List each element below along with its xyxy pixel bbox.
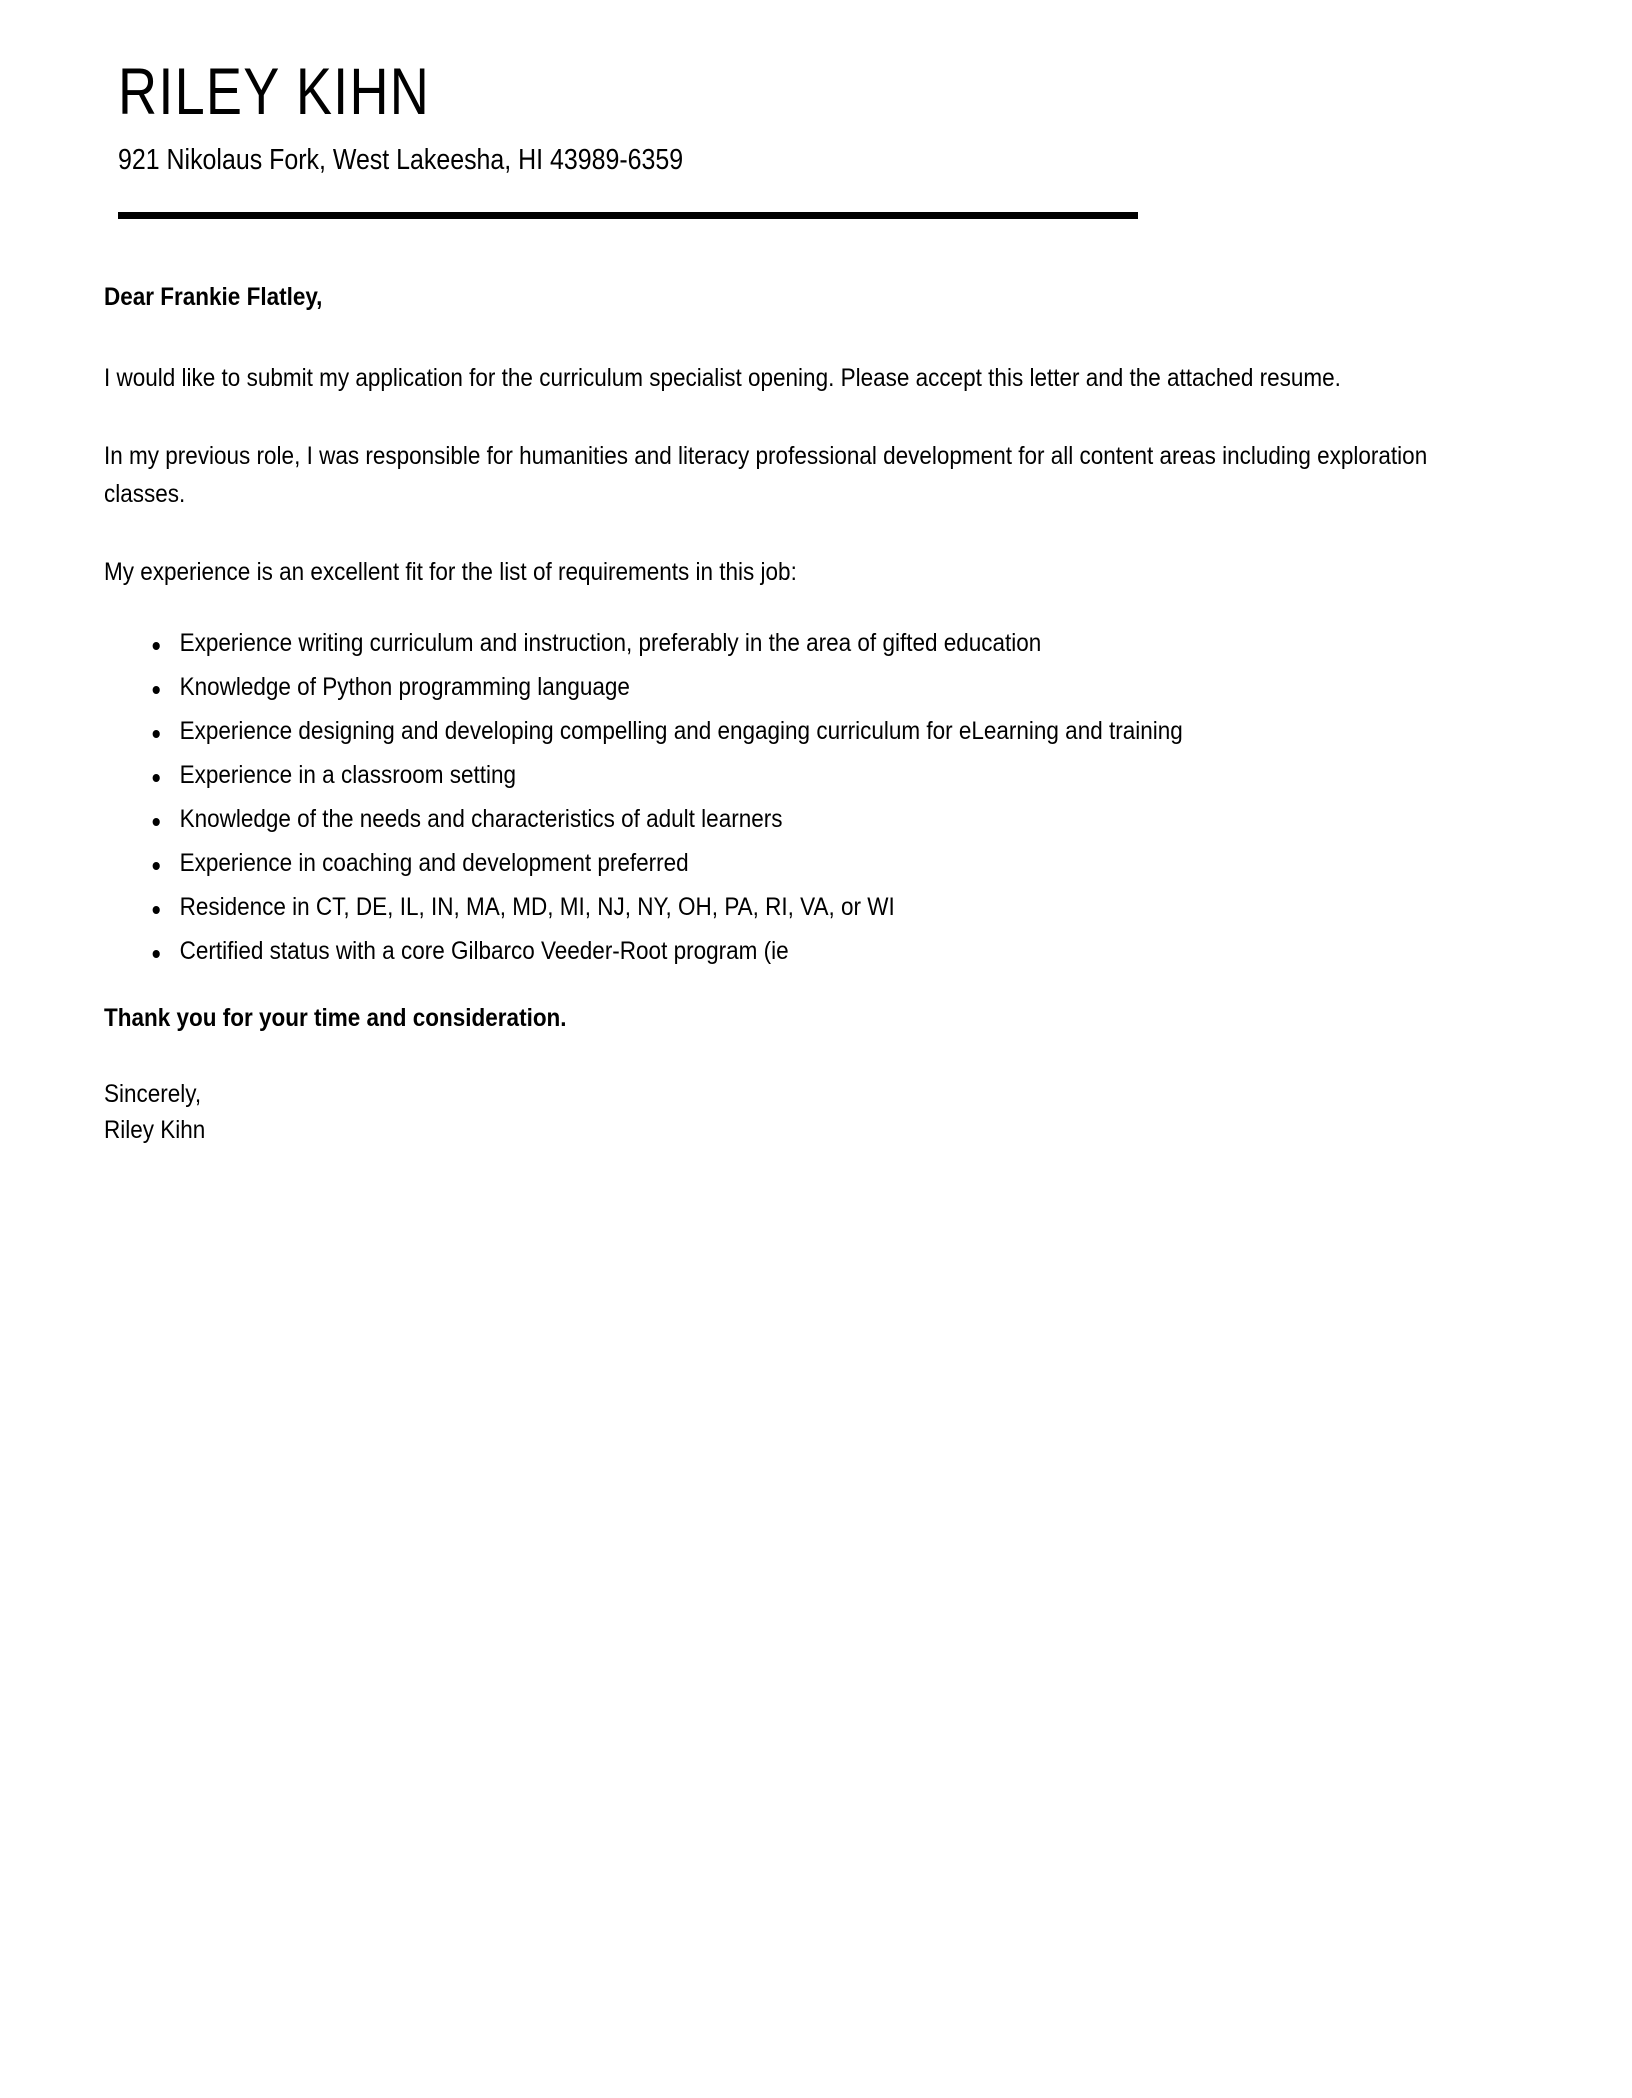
closing-thanks: Thank you for your time and consideration. <box>104 1004 567 1032</box>
list-item: Residence in CT, DE, IL, IN, MA, MD, MI, NJ, NY, OH, PA, RI, VA, or WI <box>142 895 1549 920</box>
letter-body <box>0 219 1632 1148</box>
signoff: Sincerely, <box>104 1079 202 1108</box>
header-divider-rule <box>118 212 1138 219</box>
salutation: Dear Frankie Flatley, <box>104 283 323 312</box>
body-paragraph-2: In my previous role, I was responsible for humanities and literacy professional development for all content areas including exploration classes. <box>104 442 1428 508</box>
list-item: Knowledge of the needs and characteristics of adult learners <box>142 807 1549 832</box>
list-item: Experience in a classroom setting <box>142 763 1549 788</box>
signature-block <box>104 1076 1371 1149</box>
applicant-address: 921 Nikolaus Fork, West Lakeesha, HI 43989-6359 <box>118 144 684 176</box>
applicant-name: RILEY KIHN <box>118 54 431 128</box>
list-item: Experience in coaching and development preferred <box>142 851 1549 876</box>
list-item: Knowledge of Python programming language <box>142 675 1549 700</box>
letter-header <box>0 0 1632 219</box>
signature-name: Riley Kihn <box>104 1116 206 1144</box>
body-paragraph-1: I would like to submit my application for the curriculum specialist opening. Please accept this letter and the attached resume. <box>104 364 1341 392</box>
requirements-list <box>104 631 1548 964</box>
body-paragraph-3: My experience is an excellent fit for the list of requirements in this job: <box>104 558 797 586</box>
list-item: Experience designing and developing compelling and engaging curriculum for eLearning and training <box>142 719 1549 744</box>
list-item: Experience writing curriculum and instruction, preferably in the area of gifted education <box>142 631 1549 656</box>
list-item: Certified status with a core Gilbarco Veeder-Root program (ie <box>142 939 1549 964</box>
